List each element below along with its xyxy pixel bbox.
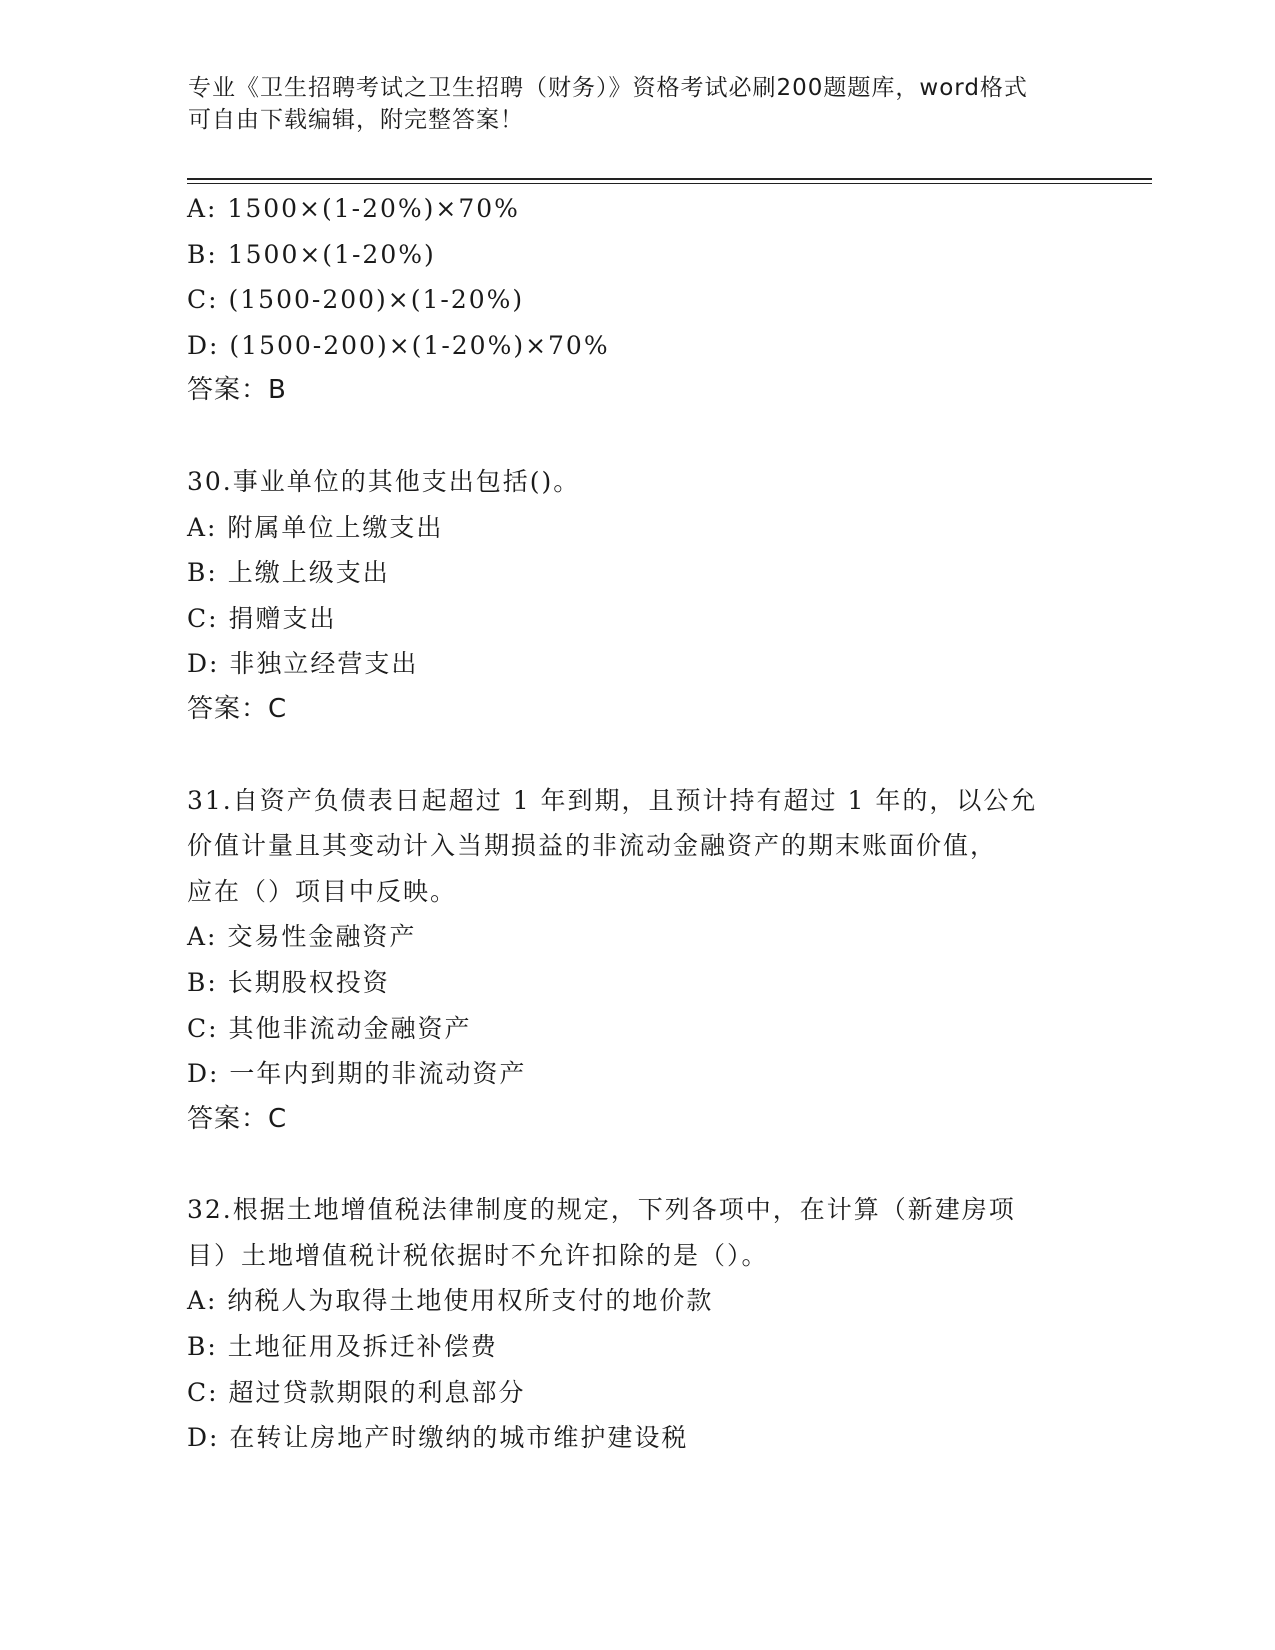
header-line-1: 专业《卫生招聘考试之卫生招聘（财务）》资格考试必刷200题题库，word格式 [188, 75, 1028, 101]
option-a: A: 附属单位上缴支出 [187, 512, 444, 542]
option-b: B: 土地征用及拆迁补偿费 [187, 1332, 498, 1362]
question-text-line-3: 应在（）项目中反映。 [187, 876, 458, 906]
option-d: D: 在转让房地产时缴纳的城市维护建设税 [187, 1423, 689, 1453]
document-header [188, 72, 1088, 136]
option-a: A: 1500×(1-20%)×70% [187, 194, 520, 223]
question-text-line-1: 31.自资产负债表日起超过 1 年到期，且预计持有超过 1 年的，以公允 [187, 785, 1038, 815]
spacer [187, 1142, 1087, 1187]
option-c: C: 超过贷款期限的利息部分 [187, 1377, 526, 1407]
option-c: C: 其他非流动金融资产 [187, 1013, 472, 1043]
answer: 答案：B [187, 375, 287, 406]
spacer [187, 414, 1087, 459]
option-c: C: (1500-200)×(1-20%) [187, 285, 525, 315]
question-29 [187, 186, 1087, 414]
spacer [187, 733, 1087, 778]
option-b: B: 上缴上级支出 [187, 558, 390, 588]
answer: 答案：C [187, 693, 288, 724]
question-30 [187, 459, 1087, 733]
option-d: D: (1500-200)×(1-20%)×70% [187, 330, 610, 360]
question-32 [187, 1187, 1087, 1461]
question-text-line-2: 目）土地增值税计税依据时不允许扣除的是（）。 [187, 1240, 769, 1270]
question-text: 30.事业单位的其他支出包括()。 [187, 466, 581, 496]
question-text-line-1: 32.根据土地增值税法律制度的规定，下列各项中，在计算（新建房项 [187, 1195, 1016, 1225]
option-c: C: 捐赠支出 [187, 603, 337, 633]
header-divider-thick [187, 178, 1152, 180]
option-b: B: 1500×(1-20%) [187, 239, 436, 269]
option-d: D: 非独立经营支出 [187, 649, 419, 679]
option-d: D: 一年内到期的非流动资产 [187, 1059, 527, 1089]
question-list [187, 186, 1087, 1461]
option-a: A: 交易性金融资产 [187, 922, 417, 952]
question-31 [187, 778, 1087, 1143]
option-b: B: 长期股权投资 [187, 967, 390, 997]
option-a: A: 纳税人为取得土地使用权所支付的地价款 [187, 1286, 714, 1316]
question-text-line-2: 价值计量且其变动计入当期损益的非流动金融资产的期末账面价值， [187, 831, 998, 861]
header-divider-thin [187, 183, 1152, 184]
answer: 答案：C [187, 1103, 288, 1134]
header-line-2: 可自由下载编辑，附完整答案！ [188, 107, 524, 133]
